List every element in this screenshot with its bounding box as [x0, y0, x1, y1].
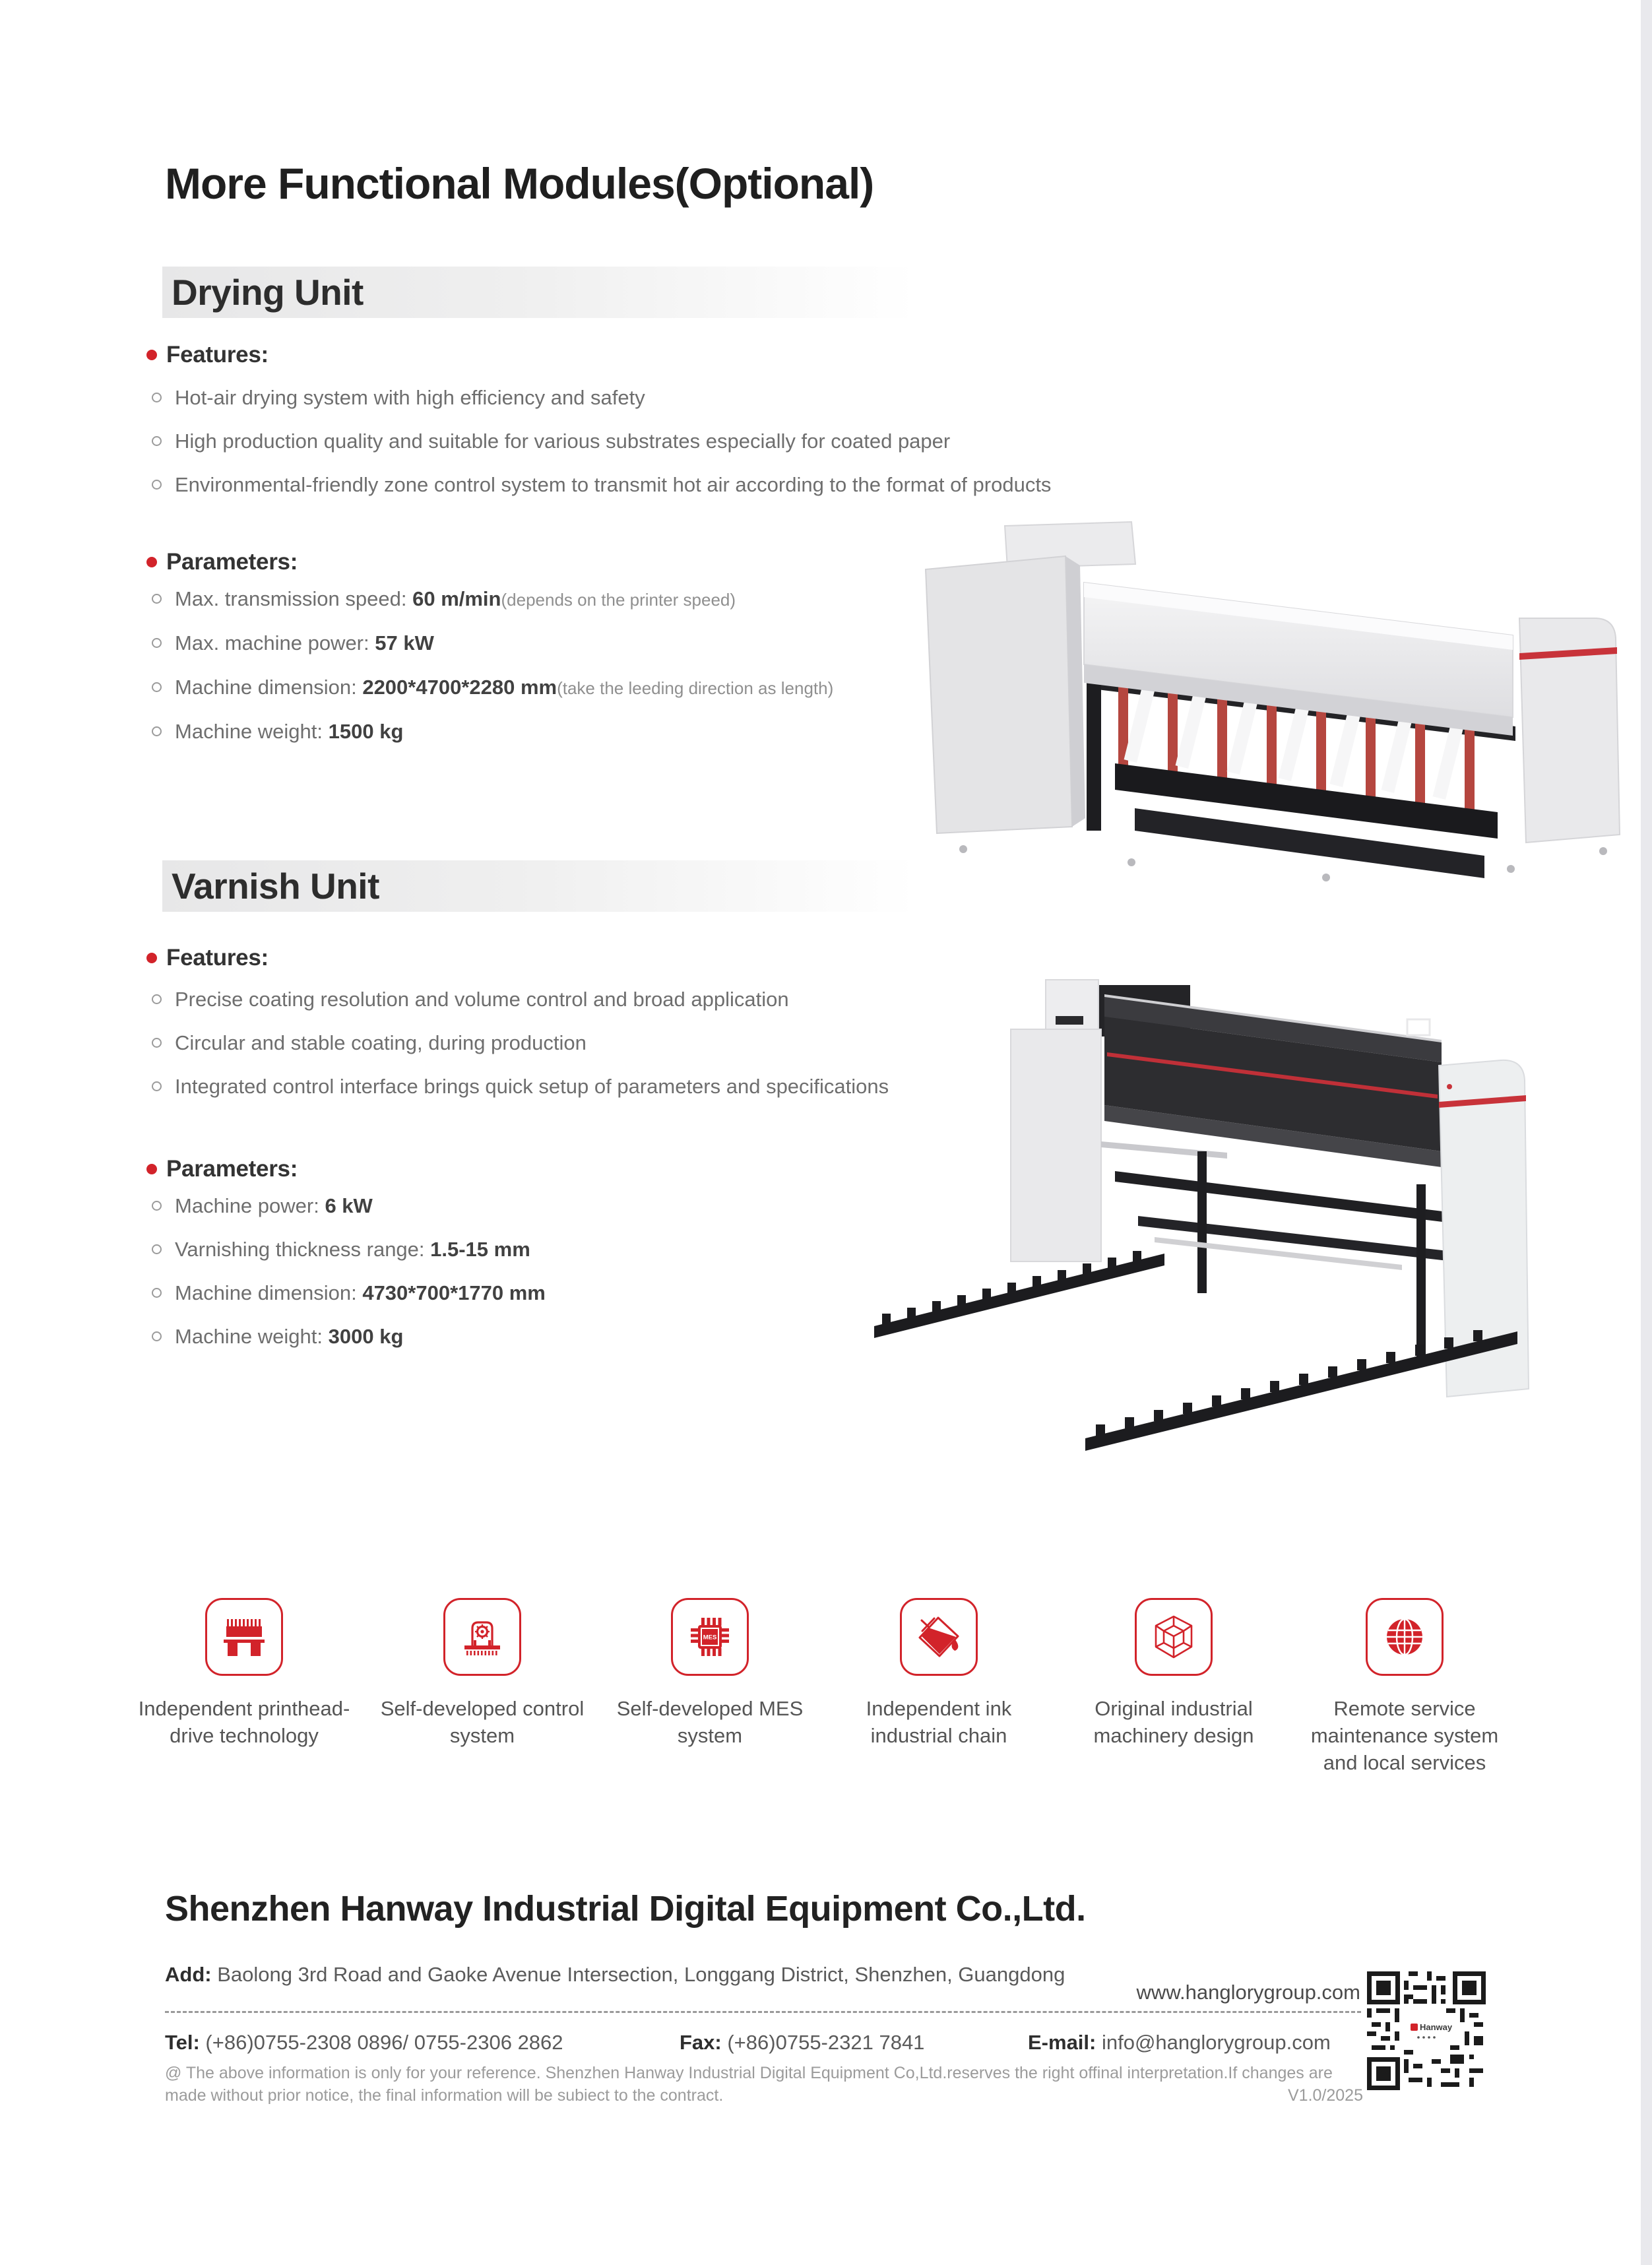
- varnish-unit-image: [854, 953, 1633, 1455]
- tel-line: Tel: (+86)0755-2308 0896/ 0755-2306 2862: [165, 2031, 563, 2054]
- circle-bullet-icon: [152, 994, 162, 1004]
- dashed-divider: [165, 2011, 1361, 2013]
- circle-bullet-icon: [152, 1244, 162, 1254]
- circle-bullet-icon: [152, 480, 162, 490]
- circle-bullet-icon: [152, 1081, 162, 1091]
- parameters-title: Parameters:: [166, 1156, 298, 1182]
- feature-item: Circular and stable coating, during production: [152, 1031, 587, 1055]
- disclaimer-line-1: @ The above information is only for your reference. Shenzhen Hanway Industrial Digital Equipment Co,Ltd.reserves the right offinal interpretation.If changes are: [165, 2064, 1333, 2082]
- feature-item: Environmental-friendly zone control system to transmit hot air according to the format of products: [152, 473, 1051, 497]
- features-title: Features:: [166, 945, 269, 971]
- address-label: Add:: [165, 1963, 212, 1986]
- bullet-icon: [146, 350, 157, 360]
- capability-machinery-design: [1065, 1598, 1283, 1750]
- feature-item: Hot-air drying system with high efficiency and safety: [152, 386, 645, 410]
- circle-bullet-icon: [152, 594, 162, 604]
- circle-bullet-icon: [152, 726, 162, 736]
- version-label: V1.0/2025: [1288, 2086, 1363, 2105]
- fax-label: Fax:: [680, 2031, 722, 2054]
- capability-ink-chain: [830, 1598, 1048, 1750]
- icon-frame: [671, 1598, 749, 1676]
- globe-icon: [1382, 1614, 1428, 1660]
- section-title: Varnish Unit: [172, 866, 379, 907]
- bullet-icon: [146, 953, 157, 963]
- qr-center-logo: Hanway: [1420, 2022, 1453, 2032]
- capability-printhead: [135, 1598, 353, 1750]
- feature-item: Precise coating resolution and volume control and broad application: [152, 988, 789, 1011]
- control-system-icon: [459, 1614, 505, 1660]
- icon-frame: [1366, 1598, 1444, 1676]
- drying-features-heading: [146, 342, 269, 368]
- parameters-title: Parameters:: [166, 549, 298, 575]
- ink-bucket-icon: [916, 1614, 962, 1660]
- icon-frame: [1135, 1598, 1213, 1676]
- fax-line: Fax: (+86)0755-2321 7841: [680, 2031, 925, 2054]
- bullet-icon: [146, 557, 157, 567]
- capability-label: Original industrial machinery design: [1093, 1697, 1254, 1747]
- email-line: E-mail: info@hanglorygroup.com: [1028, 2031, 1331, 2054]
- capability-label: Remote service maintenance system and local services: [1310, 1697, 1499, 1774]
- mes-chip-icon: [687, 1614, 733, 1660]
- drying-parameters-heading: [146, 549, 298, 575]
- adjacent-page-edge: [1641, 0, 1652, 2265]
- website-url: www.hanglorygroup.com: [1136, 1981, 1360, 2004]
- circle-bullet-icon: [152, 1038, 162, 1048]
- icon-frame: [900, 1598, 978, 1676]
- section-header-drying-unit: [162, 267, 947, 318]
- parameter-item: Machine power: 6 kW: [152, 1194, 373, 1218]
- parameter-item: Max. machine power: 57 kW: [152, 631, 434, 655]
- disclaimer-line-2: made without prior notice, the final information will be subiect to the contract.: [165, 2086, 724, 2105]
- parameter-item: Max. transmission speed: 60 m/min(depends on the printer speed): [152, 587, 736, 611]
- feature-item: Integrated control interface brings quick setup of parameters and specifications: [152, 1075, 889, 1099]
- feature-item: High production quality and suitable for various substrates especially for coated paper: [152, 430, 950, 453]
- circle-bullet-icon: [152, 1288, 162, 1298]
- circle-bullet-icon: [152, 1331, 162, 1341]
- capability-label: Self-developed control system: [380, 1697, 585, 1747]
- parameter-item: Machine weight: 3000 kg: [152, 1325, 403, 1349]
- parameter-item: Machine weight: 1500 kg: [152, 720, 403, 744]
- drying-unit-image: [914, 518, 1630, 884]
- tel-label: Tel:: [165, 2031, 200, 2054]
- capability-label: Independent printhead-drive technology: [138, 1697, 350, 1747]
- icon-frame: [443, 1598, 521, 1676]
- varnish-features-heading: [146, 945, 269, 971]
- section-header-varnish-unit: [162, 860, 947, 912]
- email-label: E-mail:: [1028, 2031, 1096, 2054]
- page-title: More Functional Modules(Optional): [165, 159, 874, 208]
- parameter-item: Varnishing thickness range: 1.5-15 mm: [152, 1238, 530, 1261]
- parameter-item: Machine dimension: 4730*700*1770 mm: [152, 1281, 546, 1305]
- circle-bullet-icon: [152, 638, 162, 648]
- circle-bullet-icon: [152, 1201, 162, 1211]
- qr-code: [1367, 1971, 1486, 2090]
- circle-bullet-icon: [152, 682, 162, 692]
- capability-remote-service: [1296, 1598, 1513, 1777]
- bullet-icon: [146, 1164, 157, 1174]
- capability-mes-system: [601, 1598, 819, 1750]
- varnish-parameters-heading: [146, 1156, 298, 1182]
- capability-label: Independent ink industrial chain: [866, 1697, 1012, 1747]
- printhead-icon: [221, 1614, 267, 1660]
- company-name: Shenzhen Hanway Industrial Digital Equipment Co.,Ltd.: [165, 1889, 1086, 1929]
- parameter-item: Machine dimension: 2200*4700*2280 mm(take the leeding direction as length): [152, 676, 833, 699]
- svg-text:MES: MES: [703, 1634, 717, 1642]
- address-line: Add: Baolong 3rd Road and Gaoke Avenue Intersection, Longgang District, Shenzhen, Guangdong: [165, 1963, 1065, 1986]
- cube-design-icon: [1151, 1614, 1197, 1660]
- icon-frame: [205, 1598, 283, 1676]
- capability-control-system: [373, 1598, 591, 1750]
- capability-label: Self-developed MES system: [616, 1697, 804, 1747]
- section-title: Drying Unit: [172, 272, 364, 313]
- features-title: Features:: [166, 342, 269, 367]
- circle-bullet-icon: [152, 393, 162, 402]
- circle-bullet-icon: [152, 436, 162, 446]
